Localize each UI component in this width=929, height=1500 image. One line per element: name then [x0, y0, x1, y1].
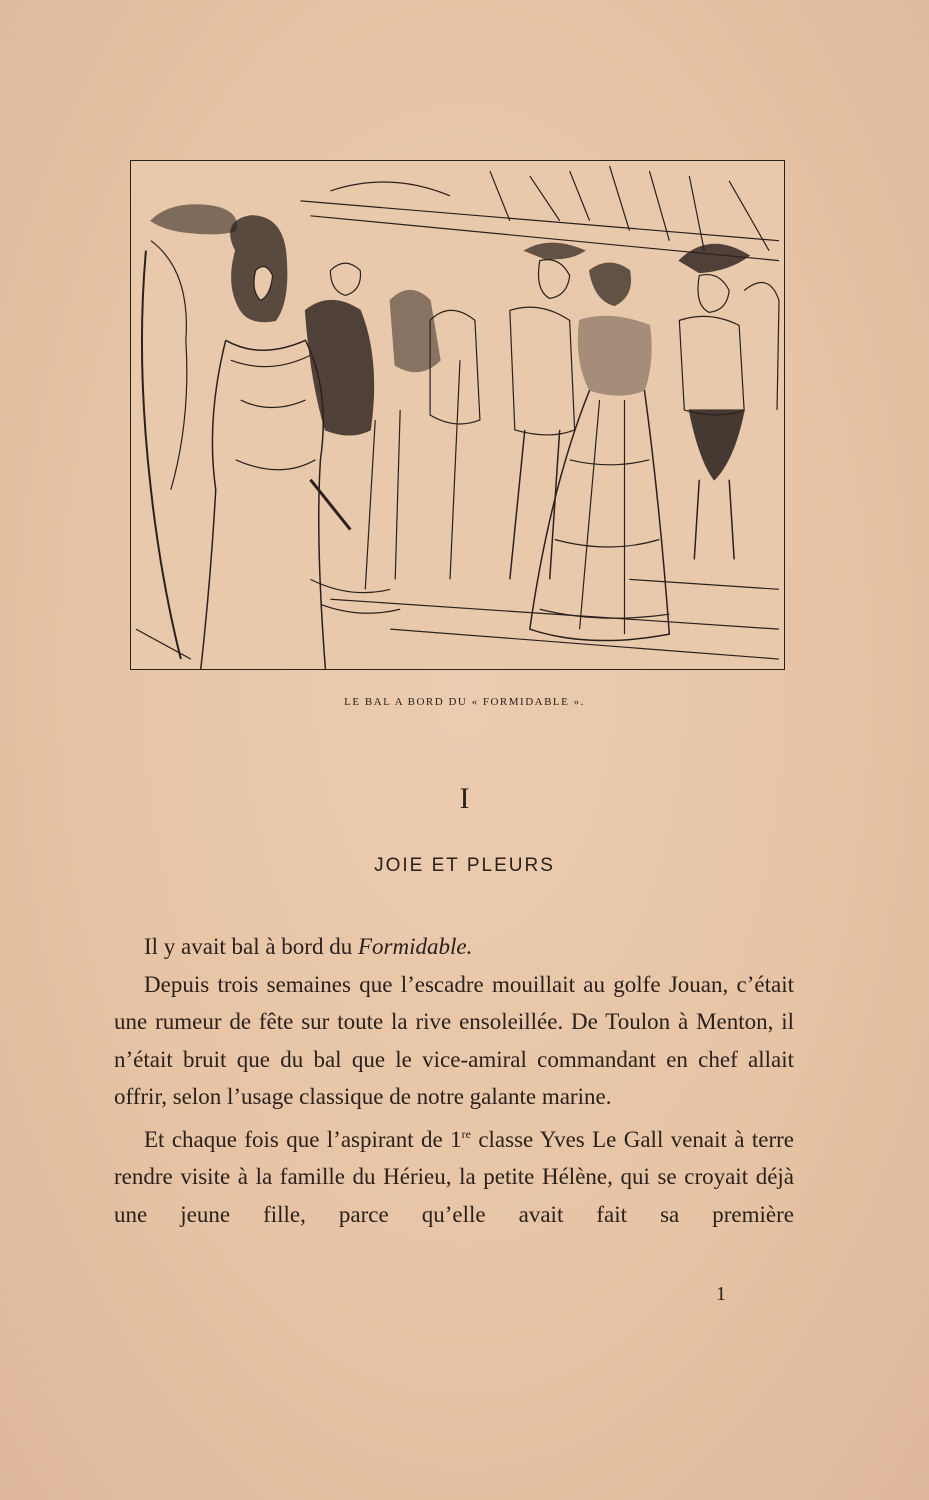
paragraph-3: [114, 1116, 794, 1234]
ordinal-superscript: re: [461, 1126, 471, 1141]
paragraph-1-text: Il y avait bal à bord du: [144, 934, 358, 959]
paragraph-3-rest: classe Yves Le Gall venait à terre rendre visite à la famille du Hérieu, la petite Hélène, qui se croyait déjà une jeune fille, parce qu’elle avait fait sa première: [114, 1126, 794, 1227]
paragraph-3-start: Et chaque fois que l’aspirant de 1: [144, 1126, 462, 1152]
ball-scene-drawing: [131, 161, 784, 669]
chapter-title: JOIE ET PLEURS: [374, 855, 555, 876]
engraving-illustration: [130, 160, 785, 670]
chapter-number: I: [459, 782, 470, 815]
page-number: 1: [716, 1283, 726, 1305]
paragraph-1: [114, 928, 794, 966]
paragraph-2: Depuis trois semaines que l’escadre mouillait au golfe Jouan, c’était une rumeur de fête sur toute la rive ensoleillée. De Toulon à Menton, il n’était bruit que du bal que le vice-amiral commandant en chef allait offrir, selon l’usage classique de notre galante marine.: [114, 971, 794, 1109]
body-text: [114, 928, 794, 1233]
illustration-caption: LE BAL A BORD DU « FORMIDABLE ».: [344, 696, 585, 708]
ship-name: Formidable.: [357, 934, 473, 959]
